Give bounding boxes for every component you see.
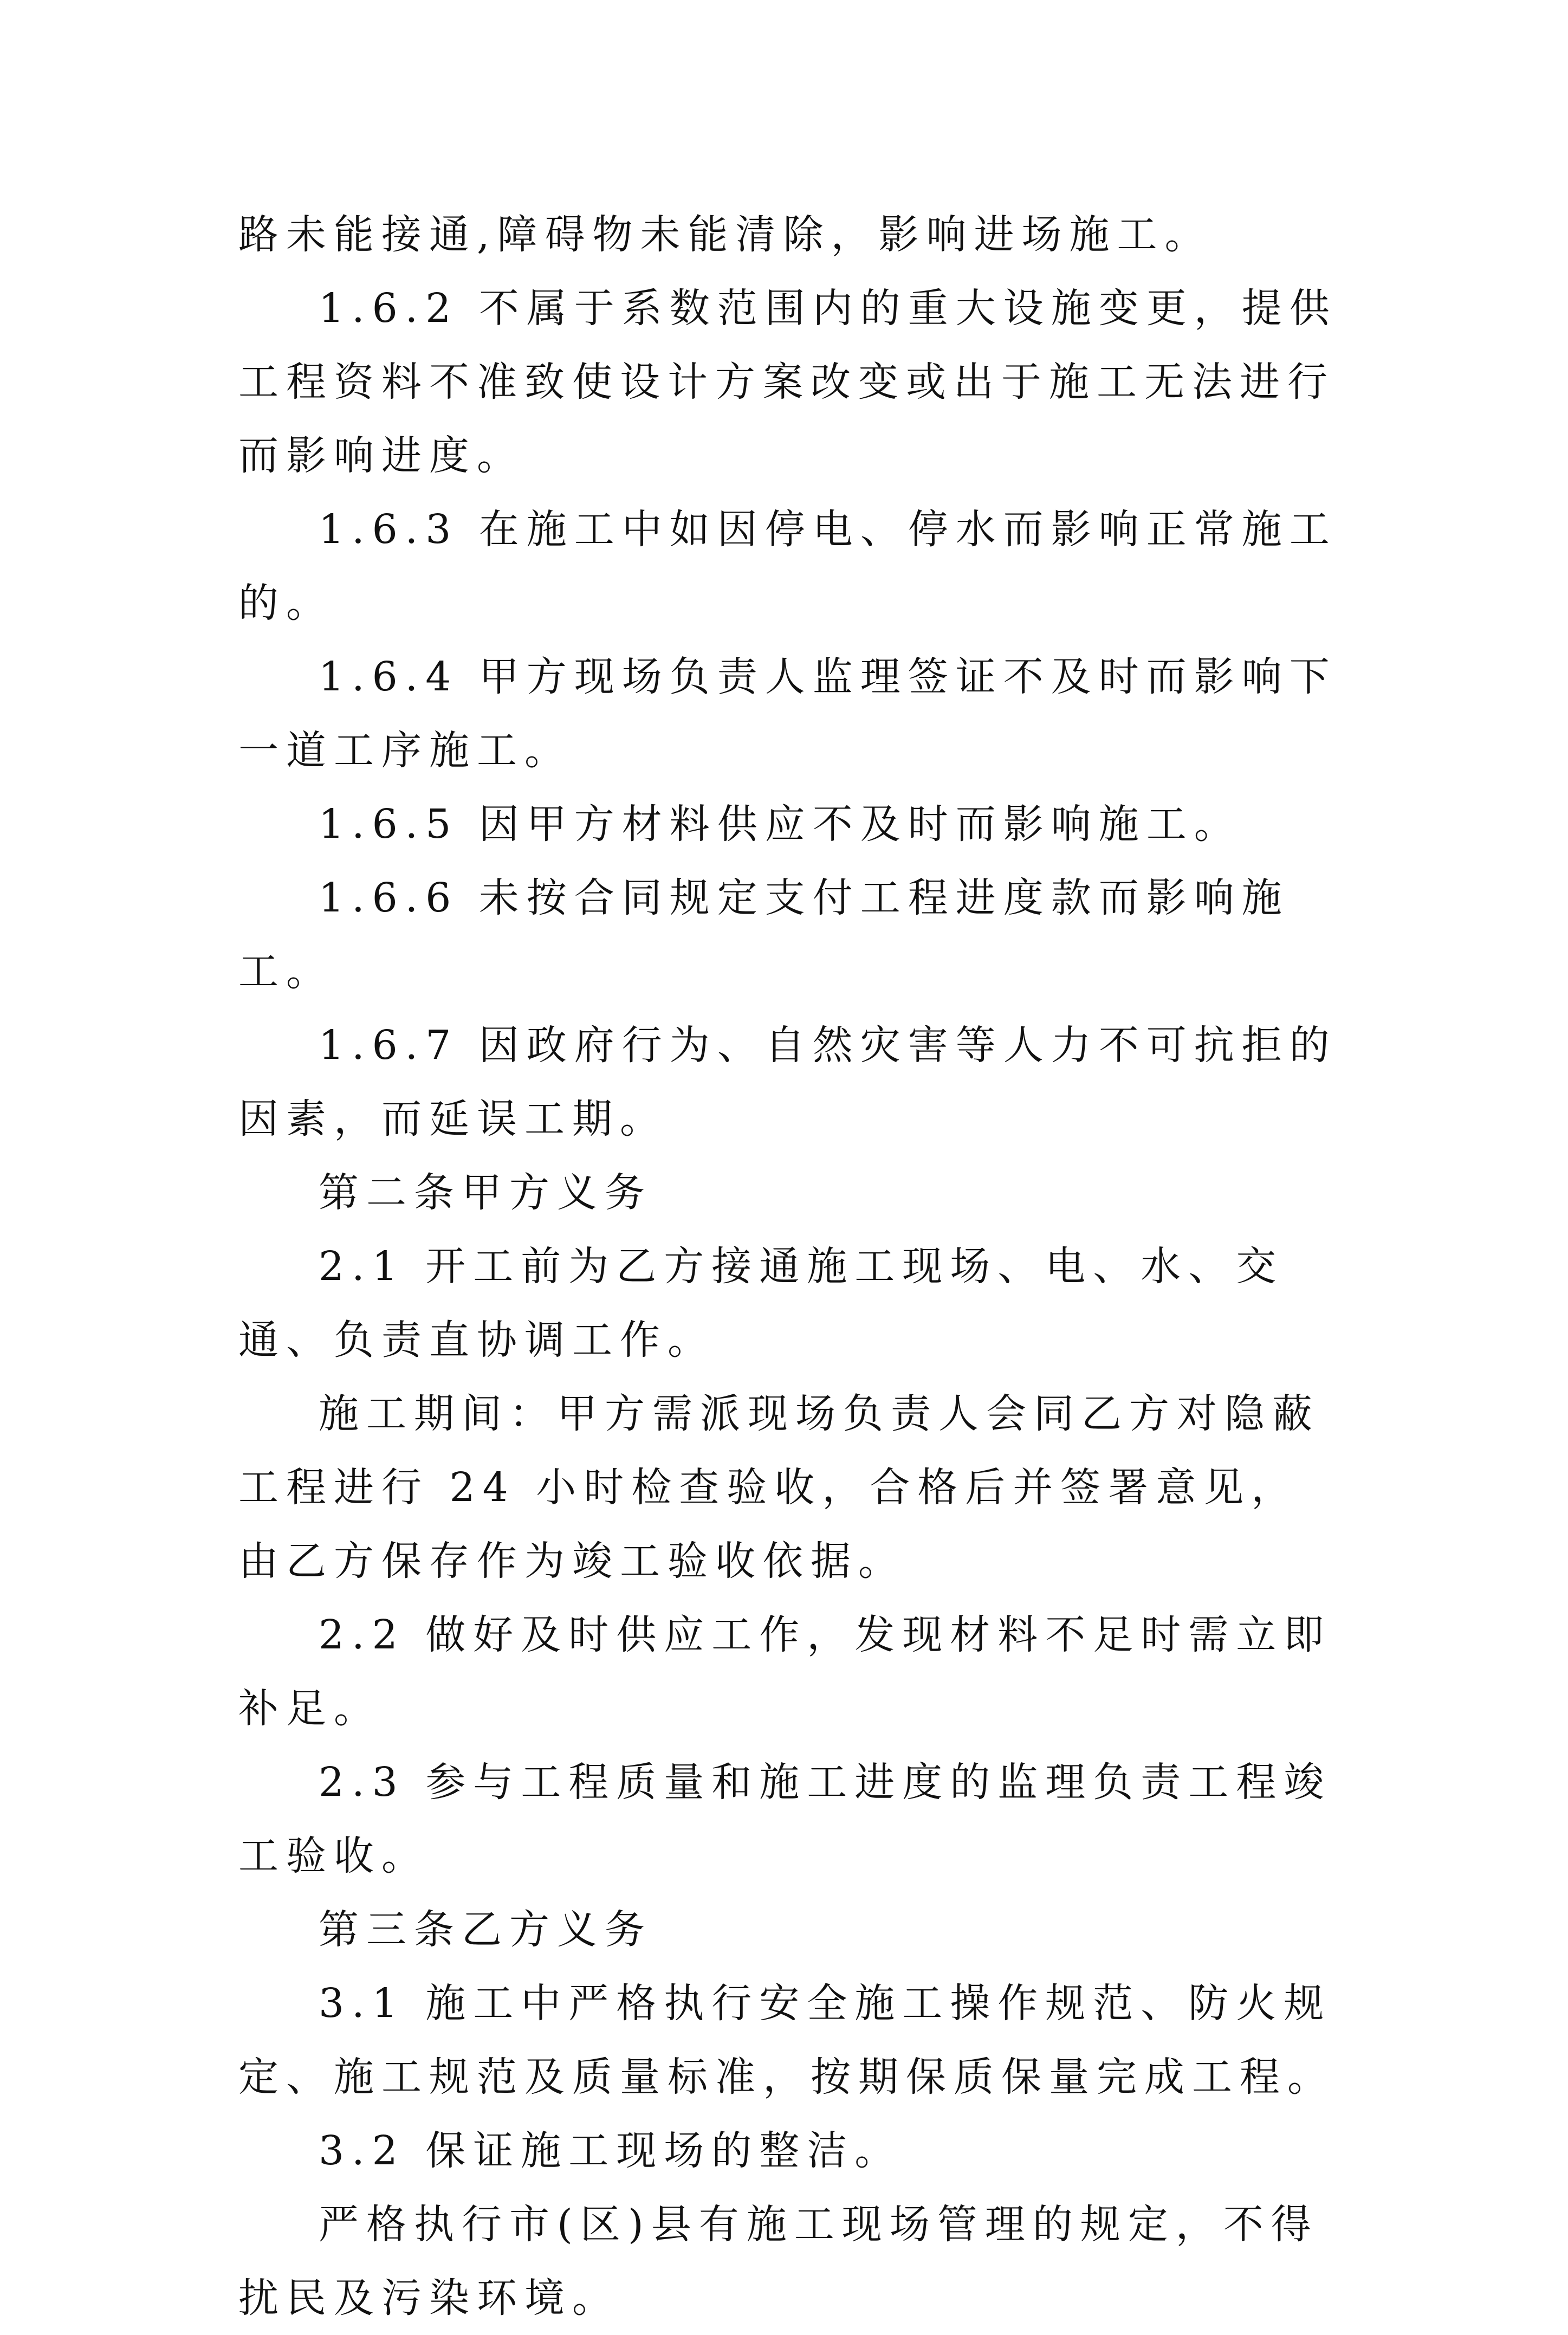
- paragraph-1-6-3: 1.6.3 在施工中如因停电、停水而影响正常施工的。: [238, 506, 1337, 626]
- section-heading-article-3: 第三条乙方义务: [319, 1906, 652, 1953]
- paragraph-1-6-5: 1.6.5 因甲方材料供应不及时而影响施工。: [319, 801, 1242, 848]
- paragraph-construction-period: 施工期间：甲方需派现场负责人会同乙方对隐蔽工程进行 24 小时检查验收，合格后并签署意见，由乙方保存作为竣工验收依据。: [238, 1390, 1320, 1584]
- paragraph-site-management: 严格执行市(区)县有施工现场管理的规定，不得扰民及污染环境。: [238, 2201, 1319, 2321]
- paragraph-3-1: 3.1 施工中严格执行安全施工操作规范、防火规定、施工规范及质量标准，按期保质保量完成工程。: [238, 1980, 1335, 2100]
- paragraph-continuation: 路未能接通,障碍物未能清除，影响进场施工。: [238, 211, 1213, 258]
- document-body: [238, 198, 1344, 2335]
- paragraph-2-1: 2.1 开工前为乙方接通施工现场、电、水、交通、负责直协调工作。: [238, 1243, 1284, 1363]
- section-heading-article-2: 第二条甲方义务: [319, 1169, 652, 1216]
- paragraph-1-6-6: 1.6.6 未按合同规定支付工程进度款而影响施工。: [238, 875, 1290, 995]
- paragraph-1-6-4: 1.6.4 甲方现场负责人监理签证不及时而影响下一道工序施工。: [238, 654, 1337, 774]
- paragraph-1-6-2: 1.6.2 不属于系数范围内的重大设施变更，提供工程资料不准致使设计方案改变或出于施工无法进行而影响进度。: [238, 285, 1337, 479]
- paragraph-2-2: 2.2 做好及时供应工作，发现材料不足时需立即补足。: [238, 1612, 1332, 1732]
- paragraph-3-2: 3.2 保证施工现场的整洁。: [319, 2127, 903, 2174]
- paragraph-1-6-7: 1.6.7 因政府行为、自然灾害等人力不可抗拒的因素，而延误工期。: [238, 1022, 1337, 1142]
- paragraph-2-3: 2.3 参与工程质量和施工进度的监理负责工程竣工验收。: [238, 1759, 1332, 1879]
